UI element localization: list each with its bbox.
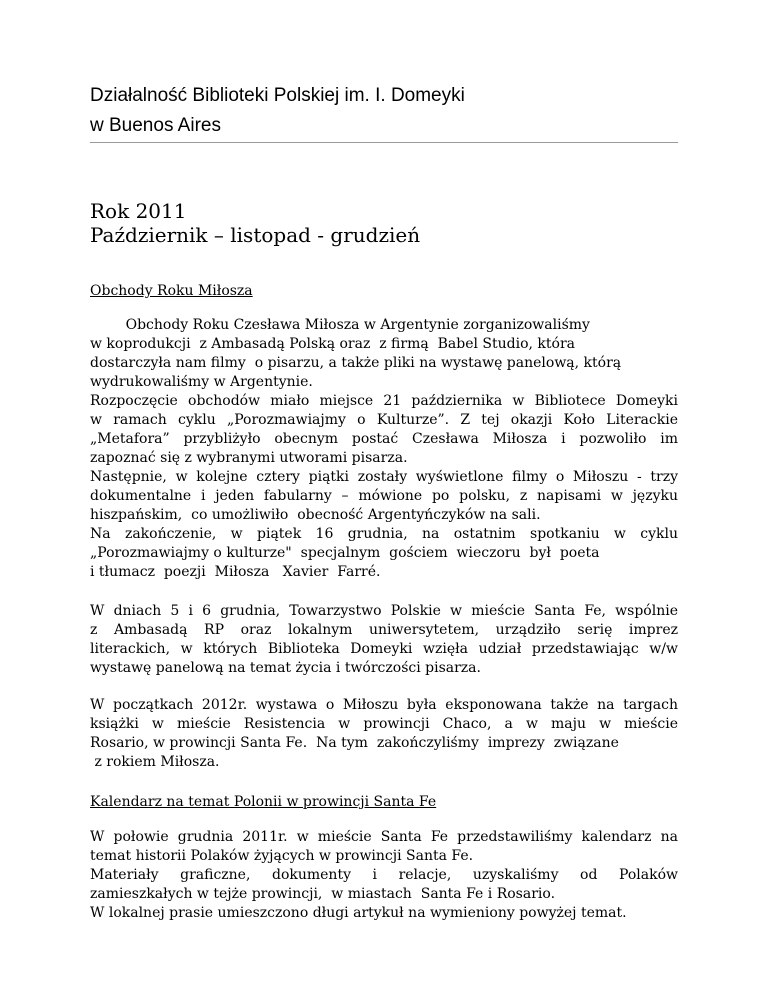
paragraph-line: dostarczyła nam filmy o pisarzu, a także pliki na wystawę panelową, którą xyxy=(90,355,622,371)
paragraph-line: zamieszkałych w tejże prowincji, w miastach Santa Fe i Rosario. xyxy=(90,886,556,902)
paragraph-line: z rokiem Miłosza. xyxy=(90,754,220,770)
paragraph-line: zapoznać się z wybranymi utworami pisarza. xyxy=(90,450,408,466)
section-title-calendar: Kalendarz na temat Polonii w prowincji Santa Fe xyxy=(90,794,437,810)
paragraph-line: „Porozmawiajmy o kulturze" specjalnym gościem wieczoru był poeta xyxy=(90,545,600,561)
paragraph-line: w ramach cyklu „Porozmawiajmy o Kulturze”. Z tej okazji Koło Literackie xyxy=(90,412,678,428)
paragraph-line: W połowie grudnia 2011r. w mieście Santa Fe przedstawiliśmy kalendarz na xyxy=(90,829,678,845)
paragraph-line: „Metafora” przybliżyło obecnym postać Czesława Miłosza i pozwoliło im xyxy=(90,431,678,447)
paragraph-line: Na zakończenie, w piątek 16 grudnia, na ostatnim spotkaniu w cyklu xyxy=(90,526,678,542)
paragraph-line: z Ambasadą RP oraz lokalnym uniwersytetem, urządziło serię imprez xyxy=(90,622,678,638)
paragraph-line: Obchody Roku Czesława Miłosza w Argentynie zorganizowaliśmy xyxy=(90,317,590,333)
paragraph-line: Następnie, w kolejne cztery piątki zostały wyświetlone filmy o Miłoszu - trzy xyxy=(90,469,678,485)
paragraph-line: Materiały graficzne, dokumenty i relacje, uzyskaliśmy od Polaków xyxy=(90,867,678,883)
document-title-line2: w Buenos Aires xyxy=(90,115,221,136)
document-title: Działalność Biblioteki Polskiej im. I. Domeyki xyxy=(90,85,465,106)
paragraph-line: literackich, w których Biblioteka Domeyki wzięła udział przedstawiając w/w xyxy=(90,641,678,657)
paragraph-line: Rosario, w prowincji Santa Fe. Na tym zakończyliśmy imprezy związane xyxy=(90,735,619,751)
months-heading: Październik – listopad - grudzień xyxy=(90,223,421,247)
paragraph-line: książki w mieście Resistencia w prowincji Chaco, a w maju w mieście xyxy=(90,716,678,732)
paragraph-line: hiszpańskim, co umożliwiło obecność Argentyńczyków na sali. xyxy=(90,507,541,523)
paragraph-line: wydrukowaliśmy w Argentynie. xyxy=(90,374,313,390)
paragraph-line: W początkach 2012r. wystawa o Miłoszu była eksponowana także na targach xyxy=(90,697,678,713)
paragraph-line: i tłumacz poezji Miłosza Xavier Farré. xyxy=(90,564,381,580)
paragraph-line: Rozpoczęcie obchodów miało miejsce 21 października w Bibliotece Domeyki xyxy=(90,393,678,409)
year-heading: Rok 2011 xyxy=(90,199,187,223)
paragraph-line: temat historii Polaków żyjących w prowincji Santa Fe. xyxy=(90,848,474,864)
paragraph-line: W dniach 5 i 6 grudnia, Towarzystwo Polskie w mieście Santa Fe, wspólnie xyxy=(90,603,678,619)
paragraph-line: w koprodukcji z Ambasadą Polską oraz z firmą Babel Studio, która xyxy=(90,336,575,352)
paragraph-line: W lokalnej prasie umieszczono długi artykuł na wymieniony powyżej temat. xyxy=(90,905,627,921)
paragraph-line: wystawę panelową na temat życia i twórczości pisarza. xyxy=(90,660,481,676)
section-title-milosz: Obchody Roku Miłosza xyxy=(90,283,253,299)
header-divider xyxy=(90,142,678,143)
paragraph-line: dokumentalne i jeden fabularny – mówione po polsku, z napisami w języku xyxy=(90,488,678,504)
